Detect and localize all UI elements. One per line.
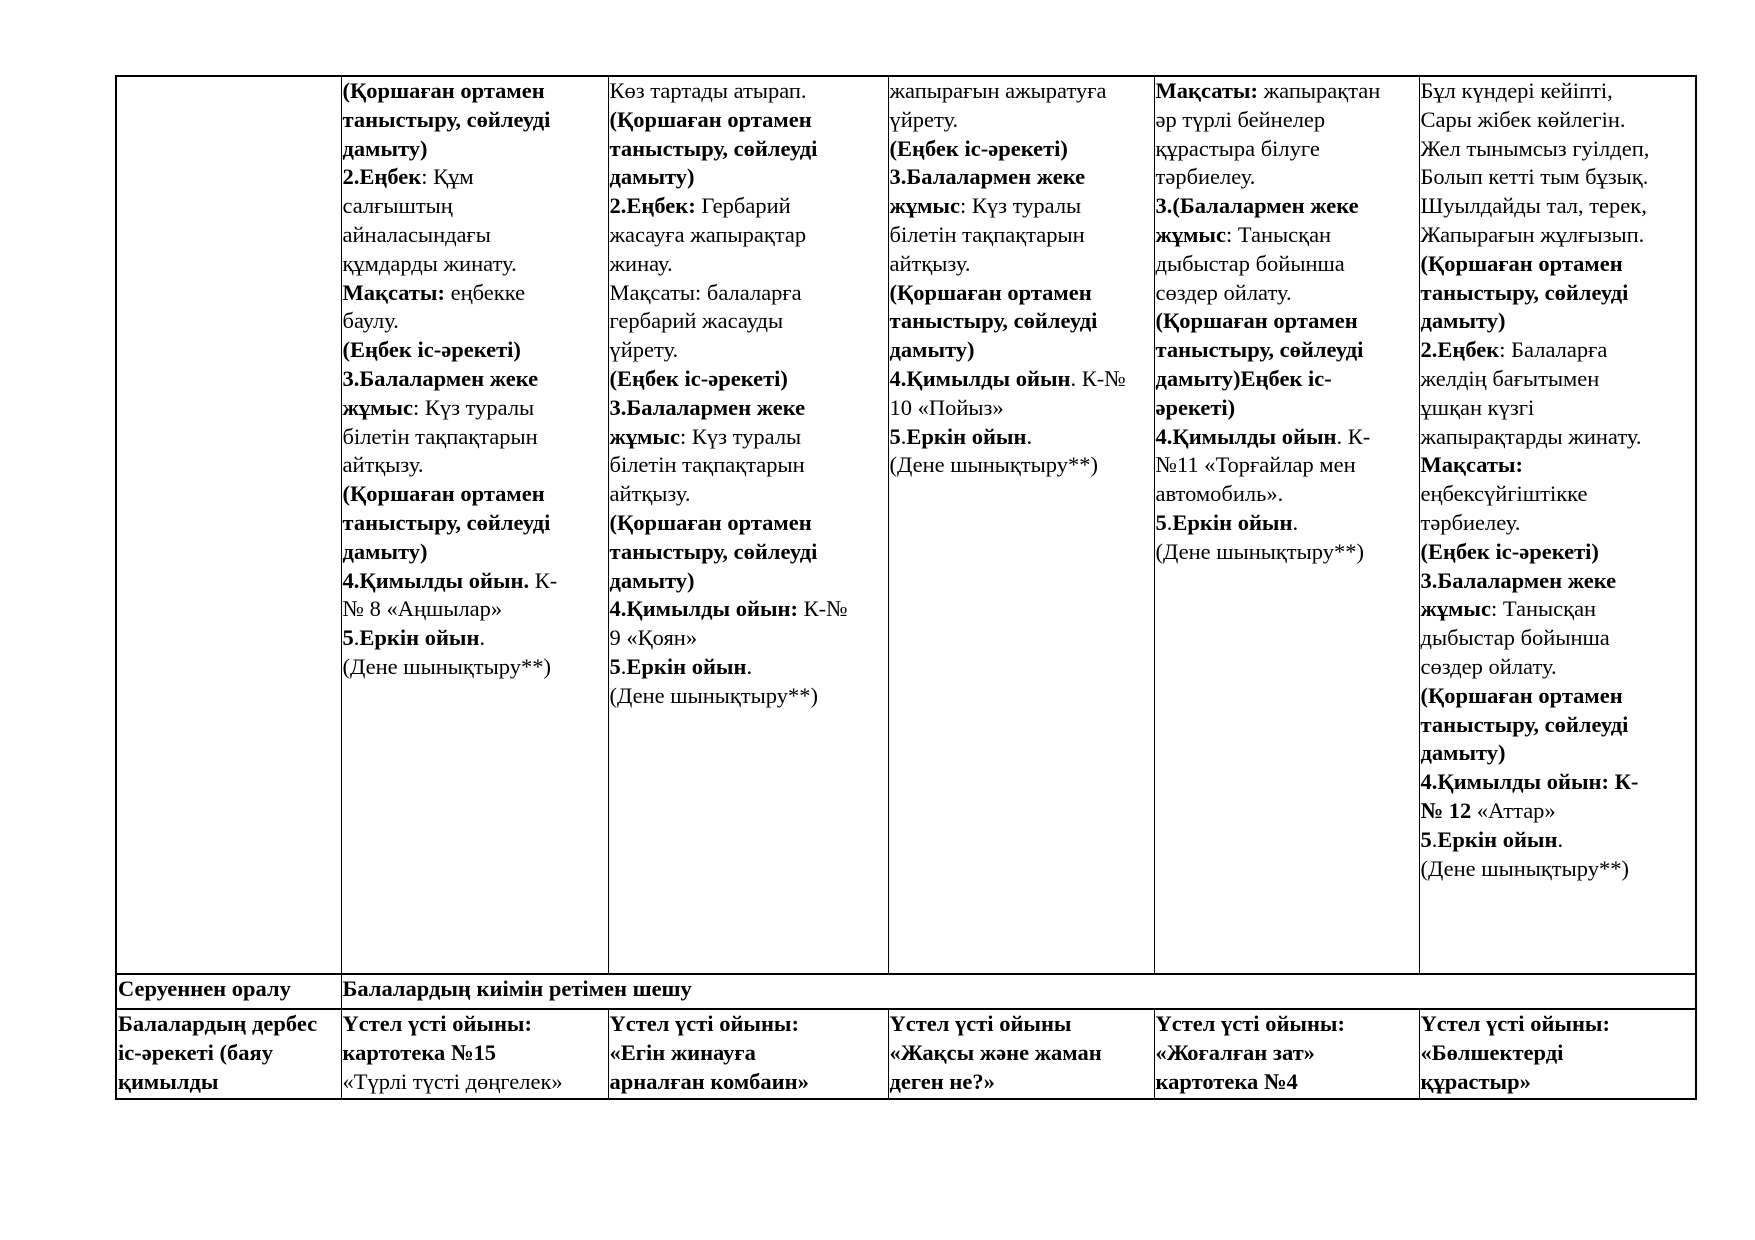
text-line	[1156, 336, 1418, 365]
text-line	[890, 192, 1153, 221]
text-segment: Еркін ойын	[1172, 509, 1293, 535]
text-line	[1156, 221, 1418, 250]
text-segment: .	[353, 625, 360, 651]
text-segment: ұшқан күзгі	[1420, 394, 1535, 420]
text-segment: жапырақтарды жинату.	[1420, 423, 1642, 449]
text-segment: таныстыру, сөйлеуді	[1155, 337, 1364, 363]
text-line	[1421, 77, 1695, 106]
text-segment: дамыту)	[1420, 740, 1506, 766]
text-segment: жұмыс	[609, 423, 680, 449]
text-line	[343, 538, 607, 567]
walk-activities-row	[116, 76, 1696, 974]
text-segment: : Күз туралы	[412, 394, 535, 420]
text-line	[1421, 1010, 1695, 1039]
text-segment: таныстыру, сөйлеуді	[609, 538, 818, 564]
text-segment: Еркін ойын	[906, 423, 1027, 449]
game-day4-cell	[1154, 1009, 1419, 1099]
text-line	[343, 279, 607, 308]
text-line	[1421, 739, 1695, 768]
text-segment: .	[1431, 826, 1438, 852]
text-line	[343, 365, 607, 394]
text-segment: : Балаларға	[1499, 337, 1608, 363]
text-segment: .	[479, 625, 486, 651]
text-segment: білетін тақпақтарын	[342, 423, 538, 449]
text-segment: құмдарды жинату.	[342, 250, 517, 276]
text-segment: дамыту)	[609, 164, 695, 190]
text-segment: (Еңбек іс-әрекеті)	[342, 337, 521, 363]
text-segment: дыбыстар бойынша	[1420, 625, 1610, 651]
text-line	[610, 624, 887, 653]
text-segment: Жел тынымсыз гуілдеп,	[1420, 135, 1650, 161]
text-line	[890, 451, 1153, 480]
text-segment: картотека №4	[1155, 1068, 1298, 1094]
text-segment: Бұл күндері кейіпті,	[1420, 78, 1613, 103]
text-line	[1421, 480, 1695, 509]
text-segment: .	[1557, 826, 1564, 852]
text-line	[610, 192, 887, 221]
text-segment: Мақсаты: балаларға	[609, 279, 802, 305]
text-segment: (Қоршаған ортамен	[342, 78, 545, 103]
return-from-walk-row	[116, 974, 1696, 1009]
text-segment: № 8 «Аңшылар»	[342, 596, 503, 622]
text-line	[890, 1039, 1153, 1068]
text-segment: 3.Балалармен жеке	[1420, 567, 1617, 593]
text-line	[610, 682, 887, 711]
text-segment: еңбекке	[445, 279, 526, 305]
text-segment: «Жақсы және жаман	[889, 1039, 1102, 1065]
text-segment: жұмыс	[342, 394, 413, 420]
text-line	[1421, 365, 1695, 394]
text-segment: : Танысқан	[1490, 596, 1597, 622]
text-line	[343, 595, 607, 624]
text-line	[1156, 1010, 1418, 1039]
text-segment: .	[1166, 509, 1173, 535]
text-segment: Көз тартады атырап.	[609, 78, 807, 103]
text-line	[890, 135, 1153, 164]
text-line	[890, 307, 1153, 336]
text-segment: «Аттар»	[1471, 797, 1556, 823]
text-segment: жасауға жапырақтар	[609, 221, 807, 247]
text-segment: дамыту)	[342, 538, 428, 564]
text-line	[890, 163, 1153, 192]
text-segment: Мақсаты:	[1420, 452, 1523, 478]
text-line	[1156, 365, 1418, 394]
text-line	[1421, 279, 1695, 308]
text-segment: «Жоғалған зат»	[1155, 1039, 1315, 1065]
text-segment: К-	[529, 567, 558, 593]
text-segment: Үстел үсті ойыны:	[609, 1011, 799, 1036]
text-segment: дамыту)	[889, 337, 975, 363]
text-segment: сөздер ойлату.	[1420, 653, 1557, 679]
text-segment: автомобиль».	[1155, 481, 1284, 507]
text-line	[610, 1068, 887, 1097]
text-line	[1421, 250, 1695, 279]
text-segment: №11 «Торғайлар мен	[1155, 452, 1356, 478]
text-segment: 2.Еңбек:	[609, 193, 696, 219]
text-line	[343, 1010, 607, 1039]
text-line	[1421, 106, 1695, 135]
text-segment: (Қоршаған ортамен	[342, 481, 545, 507]
text-segment: 9 «Қоян»	[609, 625, 698, 651]
text-line	[1156, 509, 1418, 538]
text-segment: желдің бағытымен	[1420, 365, 1600, 391]
text-segment: «Түрлі түсті дөңгелек»	[342, 1068, 563, 1094]
text-line	[1421, 682, 1695, 711]
text-line	[610, 77, 887, 106]
text-segment: жинау.	[609, 250, 673, 276]
text-segment: үйрету.	[609, 337, 679, 363]
text-line	[1421, 1068, 1695, 1097]
text-line	[343, 1039, 607, 1068]
text-segment: таныстыру, сөйлеуді	[342, 509, 551, 535]
text-segment: тәрбиелеу.	[1420, 509, 1521, 535]
text-line	[1421, 768, 1695, 797]
text-line	[610, 509, 887, 538]
text-segment: құрастыр»	[1420, 1068, 1531, 1094]
text-segment: дамыту)	[609, 567, 695, 593]
independent-label-line: Балалардың дербес	[118, 1011, 318, 1036]
text-line	[610, 451, 887, 480]
text-line	[890, 365, 1153, 394]
text-segment: 5	[889, 423, 901, 449]
text-line	[1421, 595, 1695, 624]
text-line	[890, 1068, 1153, 1097]
text-segment: 3.Балалармен жеке	[342, 365, 539, 391]
text-line	[890, 336, 1153, 365]
text-line	[610, 365, 887, 394]
text-line	[1156, 77, 1418, 106]
return-label: Серуеннен оралу	[118, 976, 291, 1001]
text-line	[890, 106, 1153, 135]
text-line	[610, 336, 887, 365]
text-segment: 5	[1420, 826, 1432, 852]
game-day5-cell	[1419, 1009, 1696, 1099]
text-segment: дамыту)Еңбек іс-	[1155, 365, 1332, 391]
text-segment: таныстыру, сөйлеуді	[1420, 279, 1629, 305]
text-line	[1421, 653, 1695, 682]
text-segment: .	[900, 423, 907, 449]
text-line	[1156, 423, 1418, 452]
text-segment: әр түрлі бейнелер	[1155, 106, 1326, 132]
text-segment: (Қоршаған ортамен	[609, 509, 812, 535]
text-line	[1421, 394, 1695, 423]
independent-label-line: қимылды	[118, 1068, 219, 1094]
text-line	[1156, 451, 1418, 480]
text-line	[1156, 480, 1418, 509]
text-segment: Жапырағын жұлғызып.	[1420, 221, 1645, 247]
text-line	[1156, 192, 1418, 221]
text-line	[343, 106, 607, 135]
text-segment: әрекеті)	[1155, 394, 1236, 420]
text-line	[1421, 538, 1695, 567]
text-line	[610, 480, 887, 509]
text-segment: жапырақтан	[1258, 78, 1381, 103]
text-segment: Еркін ойын	[626, 653, 747, 679]
text-line	[343, 77, 607, 106]
text-line	[1156, 106, 1418, 135]
text-line	[1421, 797, 1695, 826]
text-segment: 10 «Пойыз»	[889, 394, 1004, 420]
text-line	[1421, 336, 1695, 365]
text-line	[610, 567, 887, 596]
text-segment: айтқызу.	[342, 452, 424, 478]
text-segment: (Қоршаған ортамен	[1155, 308, 1358, 334]
text-segment: жұмыс	[1155, 221, 1226, 247]
text-segment: К-№	[797, 596, 848, 622]
text-line	[1421, 567, 1695, 596]
day4-cell	[1154, 76, 1419, 974]
text-segment: таныстыру, сөйлеуді	[609, 135, 818, 161]
text-segment: Мақсаты:	[342, 279, 445, 305]
text-segment: айтқызу.	[609, 481, 691, 507]
text-segment: дамыту)	[342, 135, 428, 161]
text-line	[1421, 711, 1695, 740]
text-segment: картотека №15	[342, 1039, 496, 1065]
text-segment: (Қоршаған ортамен	[889, 279, 1092, 305]
text-line	[343, 221, 607, 250]
text-line	[610, 1039, 887, 1068]
text-line	[610, 135, 887, 164]
text-segment: Еркін ойын	[359, 625, 480, 651]
text-line	[1156, 279, 1418, 308]
text-segment: Мақсаты:	[1155, 78, 1258, 103]
text-line	[343, 163, 607, 192]
text-line	[610, 394, 887, 423]
text-line	[343, 509, 607, 538]
text-segment: (Еңбек іс-әрекеті)	[609, 365, 788, 391]
text-segment: баулу.	[342, 308, 399, 334]
text-segment: Шуылдайды тал, терек,	[1420, 193, 1647, 219]
text-segment: жапырағын ажыратуға	[889, 78, 1107, 103]
text-line	[610, 163, 887, 192]
text-segment: : Күз туралы	[959, 193, 1082, 219]
independent-label-line: іс-әрекеті (баяу	[118, 1039, 273, 1065]
day1-cell	[341, 76, 608, 974]
text-segment: 4.Қимылды ойын:	[609, 596, 798, 622]
game-day2-cell	[608, 1009, 888, 1099]
text-segment: жұмыс	[1420, 596, 1491, 622]
text-segment: (Дене шынықтыру**)	[609, 682, 818, 708]
text-segment: Үстел үсті ойыны	[889, 1011, 1072, 1036]
return-content-cell	[341, 974, 1696, 1009]
text-segment: .	[1026, 423, 1033, 449]
text-line	[890, 423, 1153, 452]
text-segment: дамыту)	[1420, 308, 1506, 334]
text-line	[343, 192, 607, 221]
text-segment: 2.Еңбек	[1420, 337, 1500, 363]
text-line	[1421, 451, 1695, 480]
text-line	[1421, 423, 1695, 452]
text-line	[1156, 538, 1418, 567]
text-segment: Еркін ойын	[1437, 826, 1558, 852]
text-segment: таныстыру, сөйлеуді	[342, 106, 551, 132]
text-segment: (Еңбек іс-әрекеті)	[889, 135, 1068, 161]
text-line	[610, 653, 887, 682]
text-segment: Гербарий	[695, 193, 791, 219]
text-line	[343, 653, 607, 682]
text-line	[1156, 135, 1418, 164]
text-line	[1421, 1039, 1695, 1068]
text-line	[610, 538, 887, 567]
text-segment: (Дене шынықтыру**)	[1420, 855, 1629, 881]
text-line	[1421, 855, 1695, 884]
text-segment: сөздер ойлату.	[1155, 279, 1292, 305]
text-line	[610, 307, 887, 336]
text-line	[890, 394, 1153, 423]
game-day3-cell	[888, 1009, 1154, 1099]
text-segment: . К-№	[1070, 365, 1126, 391]
text-line	[1421, 221, 1695, 250]
text-segment: салғыштың	[342, 193, 453, 219]
text-line	[610, 221, 887, 250]
schedule-table	[115, 75, 1697, 1100]
text-line	[610, 279, 887, 308]
text-segment: № 12	[1420, 797, 1472, 823]
text-segment: 4.Қимылды ойын: К-	[1420, 769, 1639, 795]
text-segment: : Танысқан	[1225, 221, 1332, 247]
text-segment: . К-	[1336, 423, 1371, 449]
text-segment: таныстыру, сөйлеуді	[1420, 711, 1629, 737]
text-segment: 5	[609, 653, 621, 679]
text-line	[343, 336, 607, 365]
text-segment: Болып кетті тым бұзық.	[1420, 164, 1649, 190]
text-line	[610, 250, 887, 279]
independent-activity-row	[116, 1009, 1696, 1099]
text-line	[343, 307, 607, 336]
day2-cell	[608, 76, 888, 974]
text-line	[1156, 1068, 1418, 1097]
text-segment: еңбексүйгіштікке	[1420, 481, 1588, 507]
text-segment: айналасындағы	[342, 221, 491, 247]
text-segment: деген не?»	[889, 1068, 995, 1094]
text-line	[890, 77, 1153, 106]
text-line	[890, 221, 1153, 250]
text-segment: Сары жібек көйлегін.	[1420, 106, 1626, 132]
text-segment: 4.Қимылды ойын	[1155, 423, 1337, 449]
text-segment: .	[1292, 509, 1299, 535]
text-line	[890, 250, 1153, 279]
text-line	[343, 1068, 607, 1097]
text-segment: (Еңбек іс-әрекеті)	[1420, 538, 1599, 564]
text-line	[610, 106, 887, 135]
text-segment: 4.Қимылды ойын	[889, 365, 1071, 391]
text-segment: Үстел үсті ойыны:	[342, 1011, 532, 1036]
text-segment: таныстыру, сөйлеуді	[889, 308, 1098, 334]
text-segment: 2.Еңбек	[342, 164, 422, 190]
text-segment: (Дене шынықтыру**)	[1155, 538, 1364, 564]
text-line	[1421, 135, 1695, 164]
text-segment: үйрету.	[889, 106, 959, 132]
text-segment: (Қоршаған ортамен	[1420, 682, 1623, 708]
text-segment: 5	[342, 625, 354, 651]
text-segment: Үстел үсті ойыны:	[1155, 1011, 1345, 1036]
text-line	[1421, 192, 1695, 221]
game-day1-cell	[341, 1009, 608, 1099]
text-line	[343, 394, 607, 423]
text-segment: : Күз туралы	[679, 423, 802, 449]
text-line	[1421, 826, 1695, 855]
day3-cell	[888, 76, 1154, 974]
text-segment: (Қоршаған ортамен	[609, 106, 812, 132]
text-segment: айтқызу.	[889, 250, 971, 276]
text-segment: құрастыра білуге	[1155, 135, 1320, 161]
text-line	[610, 1010, 887, 1039]
text-line	[890, 1010, 1153, 1039]
text-segment: 3.Балалармен жеке	[609, 394, 806, 420]
text-segment: : Құм	[421, 164, 474, 190]
text-segment: білетін тақпақтарын	[609, 452, 805, 478]
text-line	[1421, 624, 1695, 653]
text-segment: 5	[1155, 509, 1167, 535]
text-line	[343, 423, 607, 452]
text-segment: .	[620, 653, 627, 679]
text-segment: (Дене шынықтыру**)	[342, 653, 551, 679]
text-segment: 3.(Балалармен жеке	[1155, 193, 1359, 219]
text-segment: .	[746, 653, 753, 679]
text-line	[610, 423, 887, 452]
text-segment: 3.Балалармен жеке	[889, 164, 1086, 190]
return-content: Балалардың киімін ретімен шешу	[342, 976, 692, 1001]
text-segment: білетін тақпақтарын	[889, 221, 1085, 247]
text-line	[343, 451, 607, 480]
text-line	[1421, 163, 1695, 192]
text-line	[1156, 163, 1418, 192]
text-segment: (Қоршаған ортамен	[1420, 250, 1623, 276]
text-line	[890, 279, 1153, 308]
text-line	[1156, 1039, 1418, 1068]
day5-cell	[1419, 76, 1696, 974]
text-line	[343, 250, 607, 279]
text-line	[1156, 394, 1418, 423]
row-label-cell	[116, 76, 341, 974]
text-segment: тәрбиелеу.	[1155, 164, 1256, 190]
text-segment: (Дене шынықтыру**)	[889, 452, 1098, 478]
independent-label-cell	[116, 1009, 341, 1099]
text-line	[343, 624, 607, 653]
text-segment: Үстел үсті ойыны:	[1420, 1011, 1610, 1036]
text-line	[343, 135, 607, 164]
text-line	[1156, 307, 1418, 336]
text-segment: дыбыстар бойынша	[1155, 250, 1345, 276]
text-segment: «Бөлшектерді	[1420, 1039, 1564, 1065]
text-segment: гербарий жасауды	[609, 308, 784, 334]
text-line	[1421, 509, 1695, 538]
text-line	[610, 595, 887, 624]
text-segment: «Егін жинауға	[609, 1039, 756, 1065]
return-label-cell	[116, 974, 341, 1009]
text-line	[1156, 250, 1418, 279]
text-segment: 4.Қимылды ойын.	[342, 567, 530, 593]
text-line	[343, 567, 607, 596]
text-line	[343, 480, 607, 509]
text-segment: жұмыс	[889, 193, 960, 219]
text-line	[1421, 307, 1695, 336]
text-segment: арналған комбаин»	[609, 1068, 809, 1094]
